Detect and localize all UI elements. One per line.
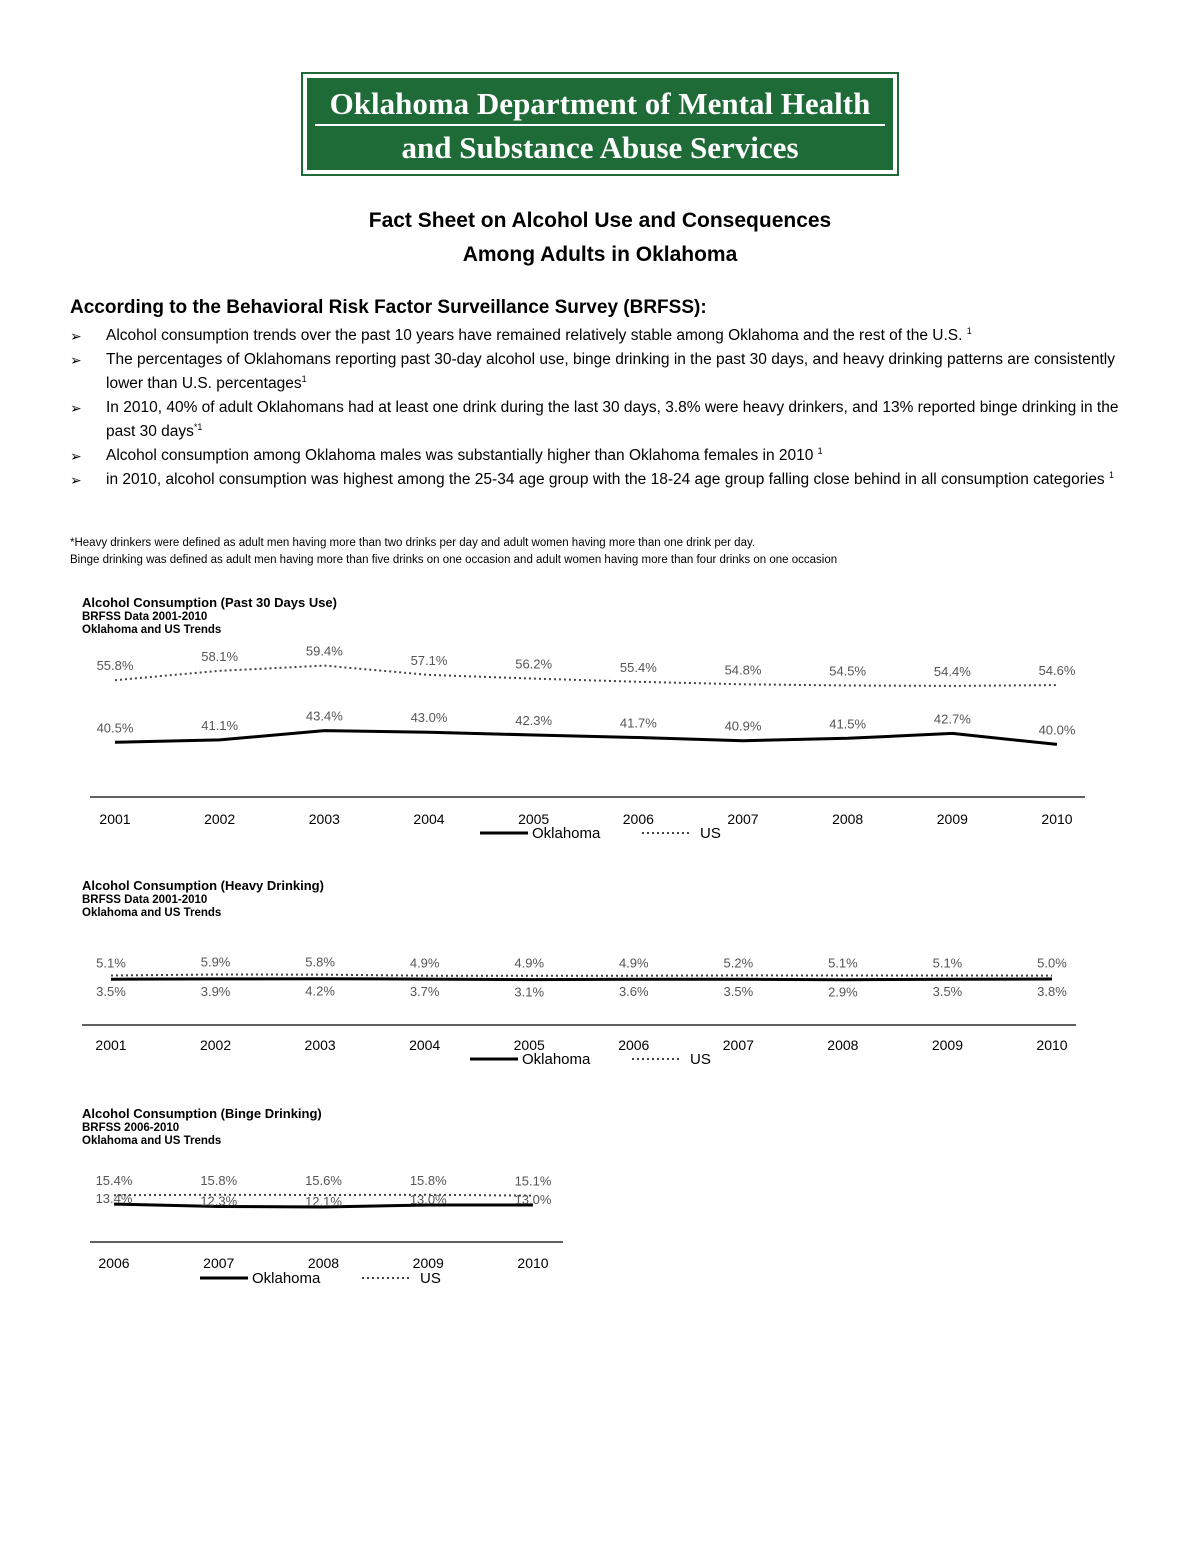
data-label: 58.1% — [201, 648, 239, 664]
data-label: 5.1% — [932, 955, 963, 971]
data-label: 59.4% — [305, 643, 343, 659]
x-tick-label: 2009 — [931, 1037, 964, 1053]
chart-subtitle: BRFSS 2006-2010 — [82, 1122, 180, 1134]
data-label: 13.0% — [409, 1192, 447, 1207]
legend-label-us: US — [700, 825, 721, 842]
data-label: 54.4% — [933, 663, 971, 679]
x-tick-label: 2001 — [95, 1037, 127, 1053]
footnote-binge-drinking: Binge drinking was defined as adult men having more than five drinks on one occasion and adult women having more than four drinks on one occasion — [70, 554, 838, 566]
chart-subtitle: Oklahoma and US Trends — [82, 1135, 222, 1147]
data-label: 42.3% — [515, 713, 553, 729]
data-label: 40.0% — [1038, 722, 1076, 738]
data-label: 3.1% — [514, 984, 545, 1000]
data-label: 15.1% — [514, 1173, 552, 1189]
data-label: 5.9% — [200, 954, 231, 970]
x-tick-label: 2002 — [204, 811, 236, 827]
data-label: 3.5% — [932, 984, 963, 1000]
data-label: 5.2% — [723, 955, 754, 971]
x-tick-label: 2004 — [413, 811, 445, 827]
x-tick-label: 2008 — [832, 811, 864, 827]
chart-title: Alcohol Consumption (Binge Drinking) — [82, 1106, 322, 1121]
chart-title: Alcohol Consumption (Past 30 Days Use) — [82, 595, 337, 610]
legend-label-us: US — [690, 1051, 711, 1068]
x-tick-label: 2006 — [622, 811, 654, 827]
data-label: 40.5% — [96, 720, 134, 736]
data-label: 5.1% — [96, 955, 126, 971]
data-label: 56.2% — [515, 656, 553, 672]
x-tick-label: 2008 — [307, 1255, 340, 1271]
data-label: 5.0% — [1037, 955, 1067, 971]
data-label: 3.5% — [723, 984, 754, 1000]
data-label: 3.6% — [618, 984, 649, 1000]
arrow-bullet-icon: ➢ — [70, 448, 82, 464]
x-tick-label: 2007 — [727, 811, 759, 827]
x-tick-label: 2005 — [518, 811, 550, 827]
citation-mark: 1 — [1109, 469, 1115, 480]
data-label: 2.9% — [828, 984, 858, 1000]
data-label: 54.5% — [829, 663, 867, 679]
citation-mark: 1 — [301, 373, 307, 384]
data-label: 12.1% — [305, 1193, 342, 1209]
data-label: 15.8% — [409, 1172, 447, 1188]
data-label: 42.7% — [933, 711, 971, 727]
x-tick-label: 2007 — [722, 1037, 754, 1053]
data-label: 43.4% — [305, 708, 343, 724]
chart-subtitle: Oklahoma and US Trends — [82, 907, 222, 919]
data-label: 54.8% — [724, 662, 762, 678]
data-label: 3.9% — [200, 983, 231, 999]
chart-title: Alcohol Consumption (Heavy Drinking) — [82, 878, 324, 893]
citation-mark: *1 — [193, 421, 203, 432]
fact-text: The percentages of Oklahomans reporting past 30-day alcohol use, binge drinking in the past 30 days, and heavy drinking patterns are consistently lower than U.S. percentages — [106, 351, 1115, 392]
chart-subtitle: BRFSS Data 2001-2010 — [82, 611, 208, 623]
x-tick-label: 2010 — [517, 1255, 549, 1271]
arrow-bullet-icon: ➢ — [70, 352, 82, 368]
data-label: 15.8% — [200, 1172, 238, 1188]
arrow-bullet-icon: ➢ — [70, 472, 82, 488]
x-tick-label: 2001 — [99, 811, 131, 827]
x-tick-label: 2005 — [513, 1037, 545, 1053]
fact-text: Alcohol consumption among Oklahoma males was substantially higher than Oklahoma females in 2010 — [106, 447, 814, 464]
legend-label-us: US — [420, 1270, 441, 1287]
x-tick-label: 2009 — [936, 811, 968, 827]
citation-mark: 1 — [966, 325, 972, 336]
data-label: 4.9% — [409, 955, 440, 971]
data-label: 5.8% — [305, 954, 335, 970]
chart-subtitle: Oklahoma and US Trends — [82, 624, 222, 636]
data-label: 43.0% — [410, 710, 448, 726]
page-title-line-1: Fact Sheet on Alcohol Use and Consequences — [368, 209, 832, 232]
data-label: 54.6% — [1038, 663, 1076, 679]
data-label: 55.4% — [619, 659, 657, 675]
footnote-heavy-drinking: *Heavy drinkers were defined as adult men having more than two drinks per day and adult women having more than one drink per day. — [70, 537, 756, 549]
data-label: 4.9% — [618, 955, 649, 971]
series-line-oklahoma — [111, 979, 1052, 980]
arrow-bullet-icon: ➢ — [70, 328, 82, 344]
section-heading: According to the Behavioral Risk Factor Surveillance Survey (BRFSS): — [70, 297, 707, 318]
citation-mark: 1 — [817, 445, 823, 456]
fact-text: In 2010, 40% of adult Oklahomans had at least one drink during the last 30 days, 3.8% were heavy drinkers, and 13% reported binge drinking in the past 30 days — [106, 399, 1119, 440]
data-label: 13.0% — [514, 1192, 552, 1207]
data-label: 41.5% — [829, 716, 867, 732]
x-tick-label: 2010 — [1041, 811, 1073, 827]
x-tick-label: 2004 — [409, 1037, 441, 1053]
page-title-line-2: Among Adults in Oklahoma — [462, 243, 738, 266]
data-label: 3.5% — [96, 984, 126, 1000]
data-label: 4.2% — [305, 983, 335, 999]
x-tick-label: 2006 — [98, 1255, 130, 1271]
data-label: 41.1% — [201, 717, 239, 733]
data-label: 57.1% — [410, 652, 448, 668]
x-tick-label: 2003 — [304, 1037, 336, 1053]
legend-label-oklahoma: Oklahoma — [532, 825, 601, 842]
fact-text: in 2010, alcohol consumption was highest among the 25-34 age group with the 18-24 age group falling close behind in all consumption categories — [106, 471, 1105, 488]
data-label: 13.4% — [95, 1191, 133, 1207]
data-label: 40.9% — [724, 718, 762, 734]
data-label: 15.6% — [305, 1173, 342, 1188]
x-tick-label: 2009 — [412, 1255, 444, 1271]
x-tick-label: 2002 — [199, 1037, 232, 1053]
logo-line-1: Oklahoma Department of Mental Health — [329, 86, 871, 121]
logo-line-2: and Substance Abuse Services — [401, 130, 799, 165]
legend-label-oklahoma: Oklahoma — [522, 1051, 591, 1068]
data-label: 3.8% — [1037, 984, 1067, 999]
chart-subtitle: BRFSS Data 2001-2010 — [82, 894, 208, 906]
x-tick-label: 2010 — [1036, 1037, 1068, 1053]
data-label: 3.7% — [409, 984, 440, 1000]
data-label: 41.7% — [619, 715, 657, 731]
fact-text: Alcohol consumption trends over the past 10 years have remained relatively stable among Oklahoma and the rest of the U.S. — [106, 327, 963, 344]
data-label: 4.9% — [514, 955, 545, 971]
arrow-bullet-icon: ➢ — [70, 400, 82, 416]
data-label: 12.3% — [200, 1193, 238, 1209]
x-tick-label: 2008 — [827, 1037, 859, 1053]
series-line-oklahoma — [115, 731, 1057, 745]
data-label: 5.1% — [828, 955, 858, 971]
x-tick-label: 2003 — [308, 811, 340, 827]
x-tick-label: 2007 — [203, 1255, 235, 1271]
series-line-us — [111, 975, 1052, 976]
data-label: 55.8% — [96, 658, 134, 674]
legend-label-oklahoma: Oklahoma — [252, 1270, 321, 1287]
x-tick-label: 2006 — [618, 1037, 650, 1053]
data-label: 15.4% — [95, 1173, 133, 1189]
